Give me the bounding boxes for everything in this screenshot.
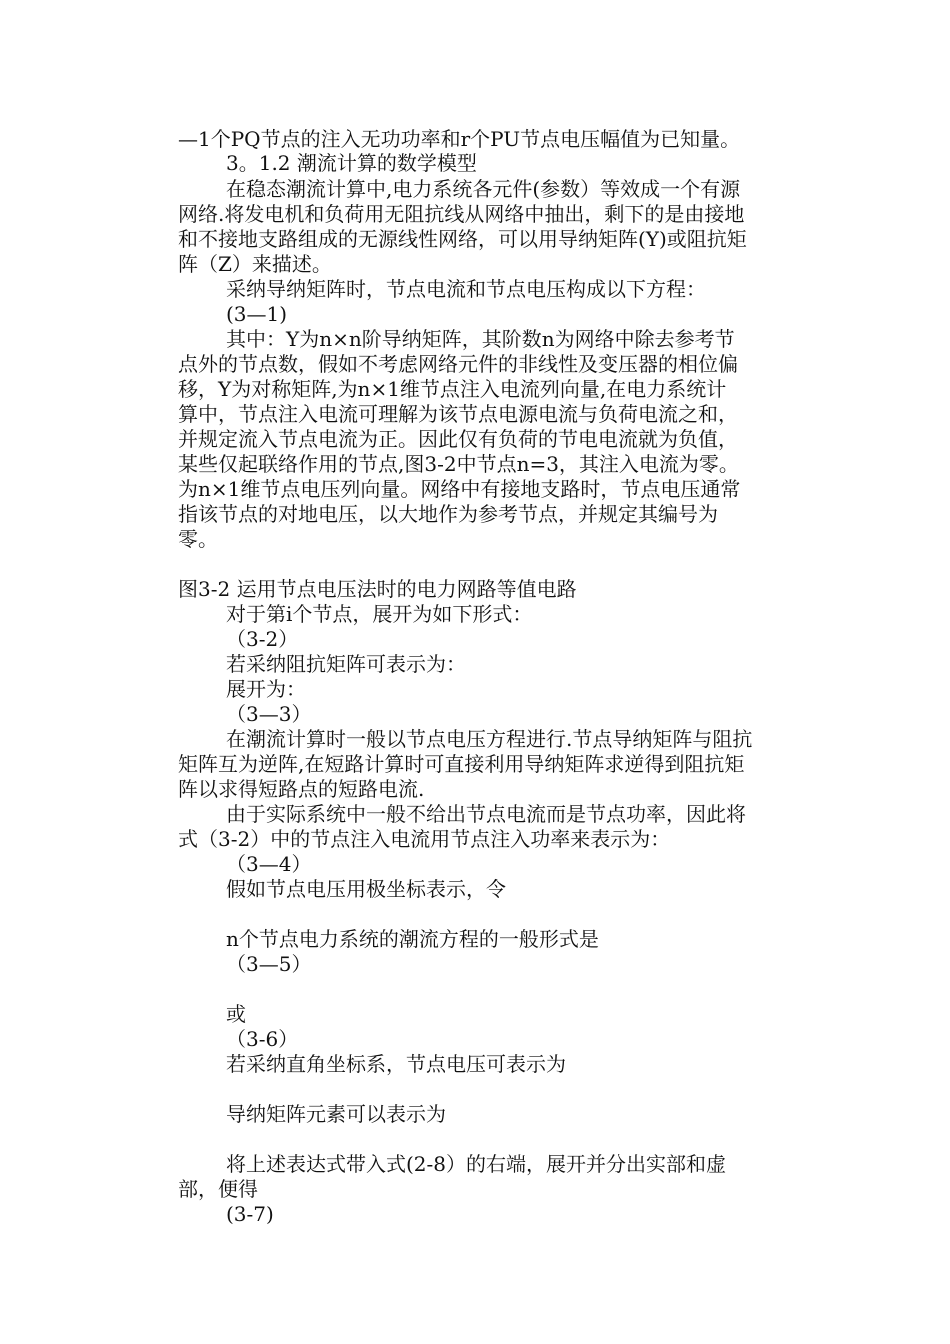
equation-number: （3-6） — [226, 1027, 299, 1051]
text-line: 为n×1维节点电压列向量。网络中有接地支路时，节点电压通常 — [178, 477, 741, 501]
text-line: n个节点电力系统的潮流方程的一般形式是 — [226, 927, 599, 951]
text-line: 展开为： — [226, 677, 306, 701]
equation-number: (3—1) — [226, 302, 288, 326]
equation-number: (3-7) — [226, 1202, 274, 1226]
equation-number: （3—3） — [226, 702, 312, 726]
text-line: 采纳导纳矩阵时，节点电流和节点电压构成以下方程： — [226, 277, 706, 301]
text-line: 指该节点的对地电压，以大地作为参考节点，并规定其编号为 — [178, 502, 718, 526]
text-line: 对于第i个节点，展开为如下形式： — [226, 602, 533, 626]
figure-caption: 图3-2 运用节点电压法时的电力网路等值电路 — [178, 577, 577, 601]
text-line: 假如节点电压用极坐标表示，令 — [226, 877, 506, 901]
text-line: 部，便得 — [178, 1177, 258, 1201]
text-line: 将上述表达式带入式(2-8）的右端，展开并分出实部和虚 — [226, 1152, 727, 1176]
text-line: 矩阵互为逆阵,在短路计算时可直接利用导纳矩阵求逆得到阻抗矩 — [178, 752, 745, 776]
text-line: 阵以求得短路点的短路电流. — [178, 777, 425, 801]
text-line: 若采纳直角坐标系，节点电压可表示为 — [226, 1052, 566, 1076]
text-line: 点外的节点数，假如不考虑网络元件的非线性及变压器的相位偏 — [178, 352, 738, 376]
text-line: 在稳态潮流计算中,电力系统各元件(参数）等效成一个有源 — [226, 177, 741, 201]
text-line: 算中，节点注入电流可理解为该节点电源电流与负荷电流之和， — [178, 402, 738, 426]
text-line: 在潮流计算时一般以节点电压方程进行.节点导纳矩阵与阻抗 — [226, 727, 753, 751]
text-line: 移，Y为对称矩阵,为n×1维节点注入电流列向量,在电力系统计 — [178, 377, 727, 401]
text-line: 其中：Y为n×n阶导纳矩阵，其阶数n为网络中除去参考节 — [226, 327, 735, 351]
section-heading: 3。1.2 潮流计算的数学模型 — [226, 151, 477, 175]
text-line: 阵（Z）来描述。 — [178, 252, 332, 276]
text-line: 并规定流入节点电流为正。因此仅有负荷的节电电流就为负值， — [178, 427, 738, 451]
text-line: 网络.将发电机和负荷用无阻抗线从网络中抽出，剩下的是由接地 — [178, 202, 745, 226]
equation-number: （3—4） — [226, 852, 312, 876]
text-line: 某些仅起联络作用的节点,图3-2中节点n=3，其注入电流为零。 — [178, 452, 739, 476]
equation-number: （3—5） — [226, 952, 312, 976]
text-line: 式（3-2）中的节点注入电流用节点注入功率来表示为： — [178, 827, 671, 851]
text-line: 零。 — [178, 527, 218, 551]
text-line: 和不接地支路组成的无源线性网络，可以用导纳矩阵(Y)或阻抗矩 — [178, 227, 747, 251]
text-line: 导纳矩阵元素可以表示为 — [226, 1102, 446, 1126]
text-line: 或 — [226, 1002, 246, 1026]
equation-number: （3-2） — [226, 627, 299, 651]
text-line: 若采纳阻抗矩阵可表示为： — [226, 652, 466, 676]
text-line: 由于实际系统中一般不给出节点电流而是节点功率，因此将 — [226, 802, 746, 826]
text-line: —1个PQ节点的注入无功功率和r个PU节点电压幅值为已知量。 — [178, 127, 741, 151]
